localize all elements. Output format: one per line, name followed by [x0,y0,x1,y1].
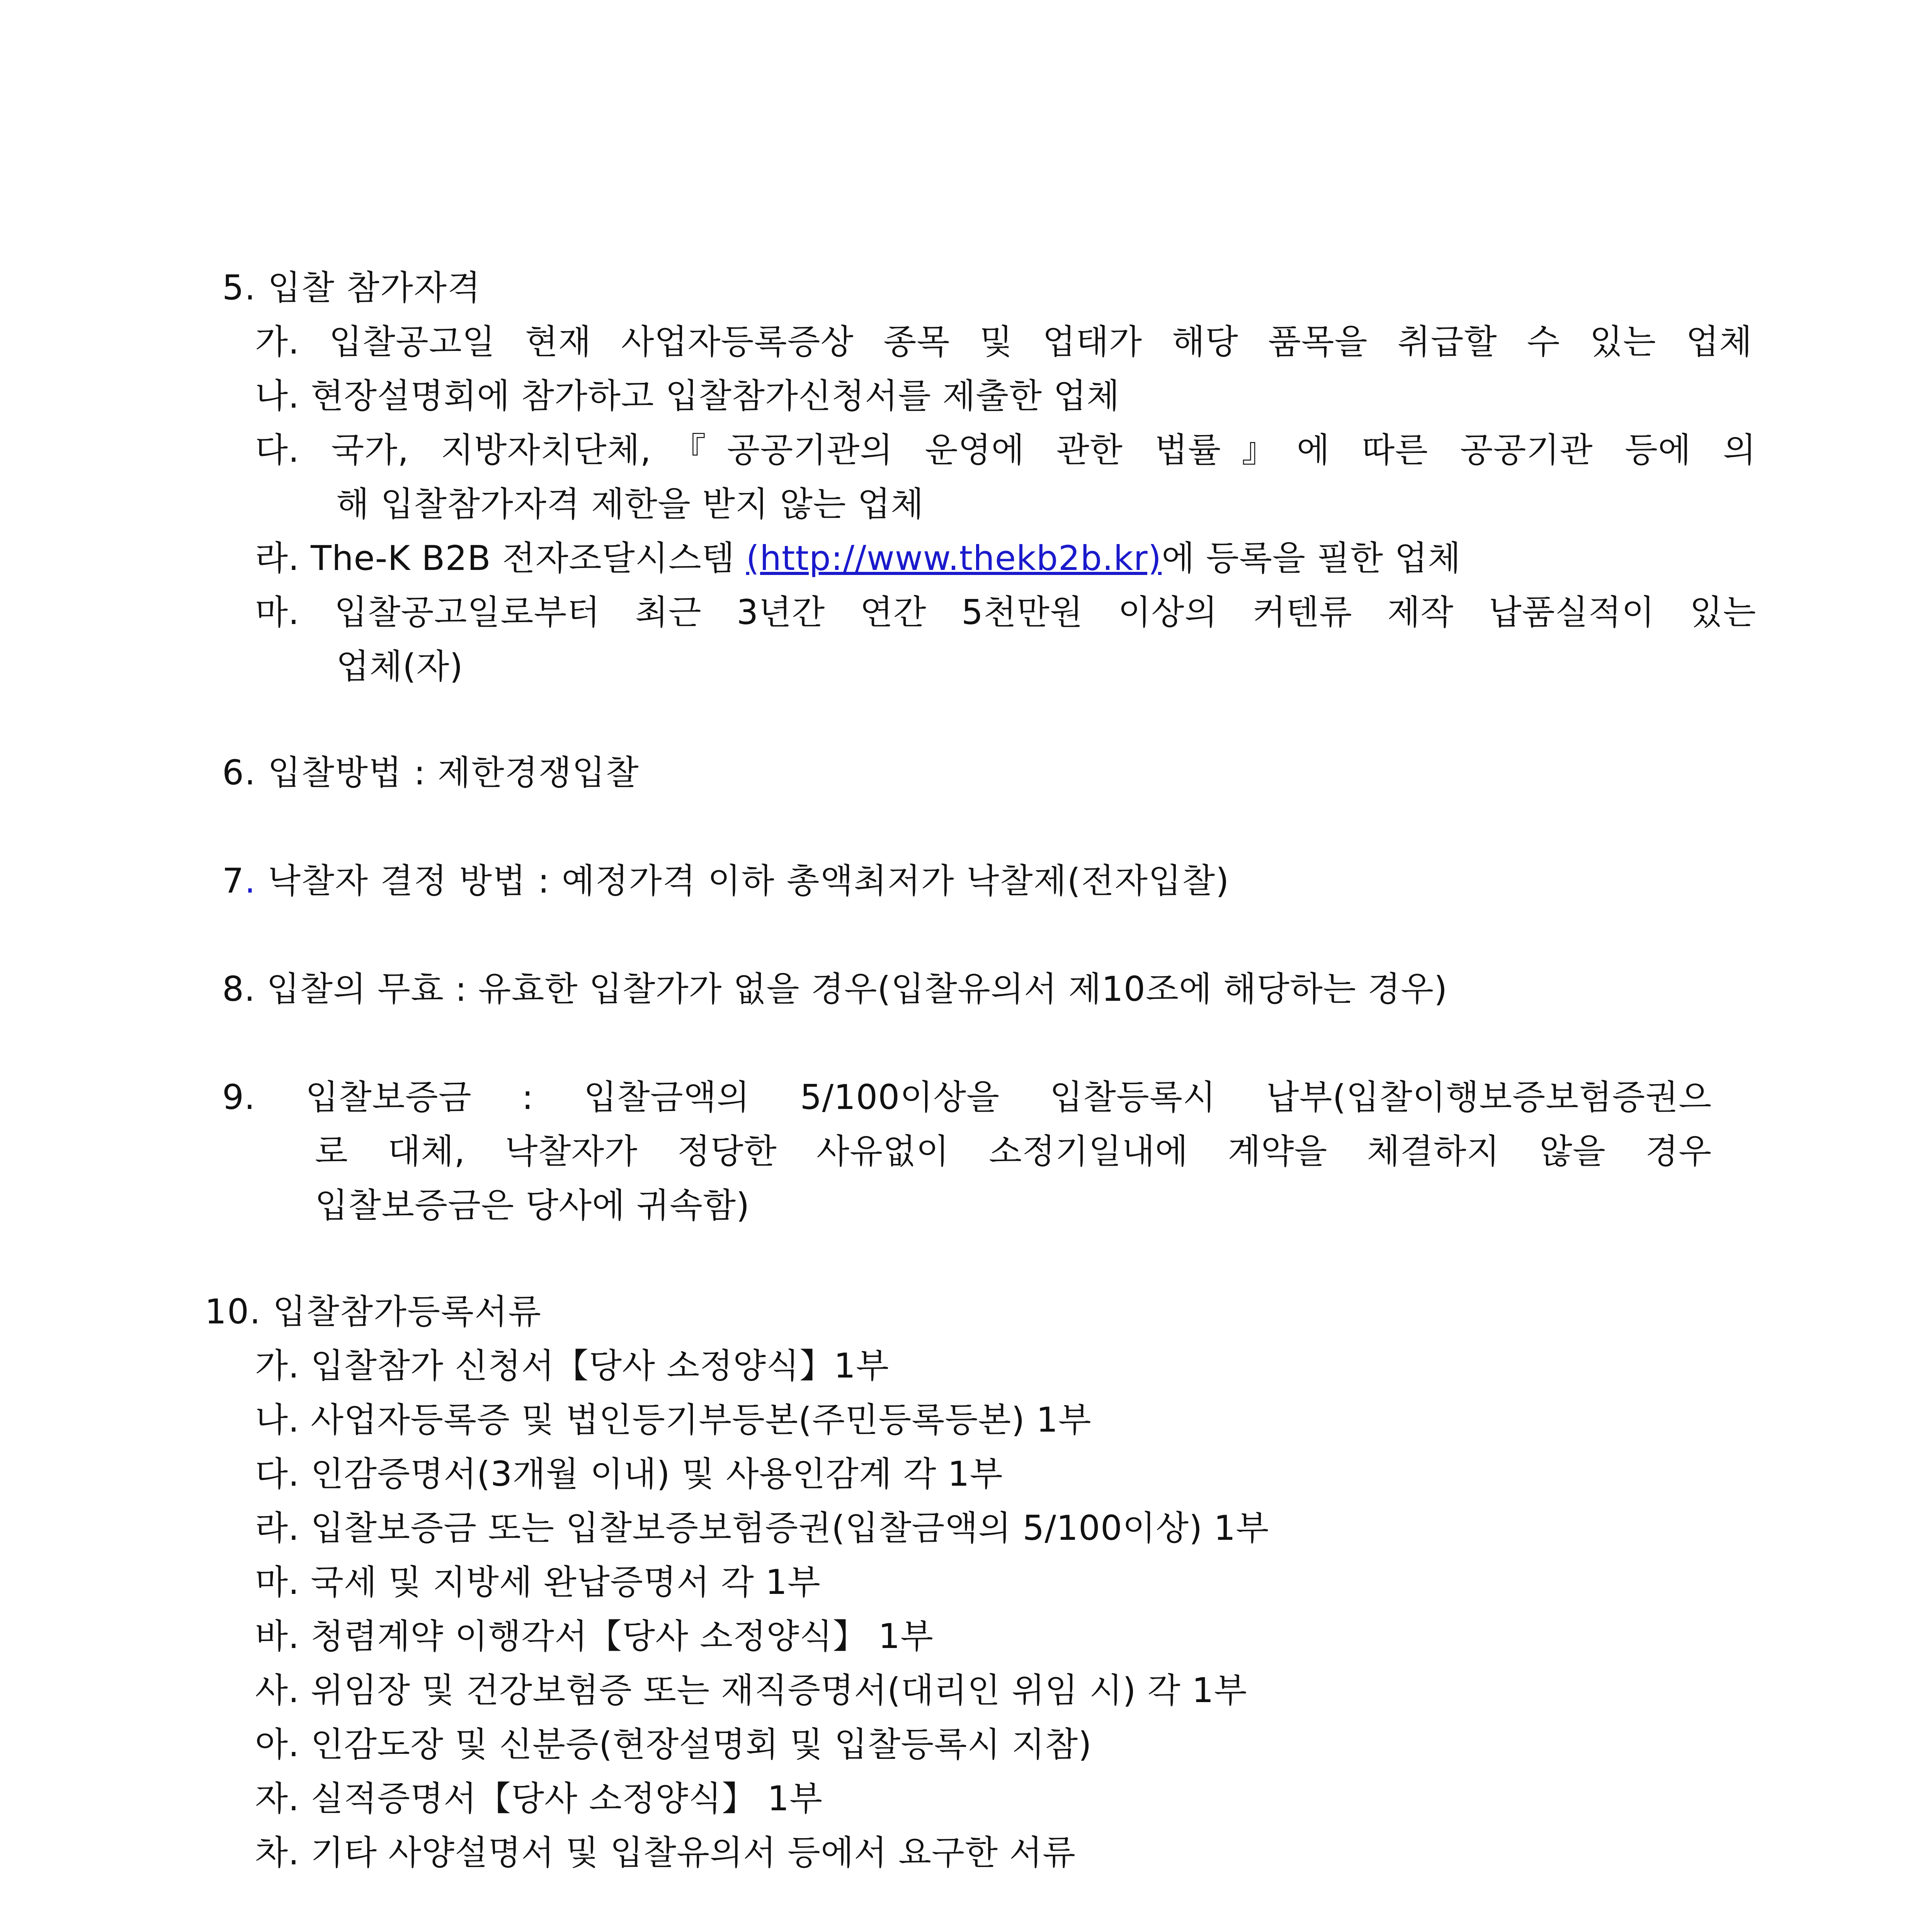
section-5-item-da: 다. 국가, 지방자치단체,『공공기관의 운영에 관한 법률』에 따른 공공기관 등에 의 [255,430,1757,470]
section-5-item-ra [255,537,1461,580]
section-8: 8. 입찰의 무효 : 유효한 입찰가가 없을 경우(입찰유의서 제10조에 해당하는 경우) [222,969,1448,1009]
section-10-item: 가. 입찰참가 신청서【당사 소정양식】1부 [255,1346,889,1386]
section-10-item: 마. 국세 및 지방세 완납증명서 각 1부 [255,1562,821,1602]
section-7-text: 낙찰자 결정 방법 : 예정가격 이하 총액최저가 낙찰제(전자입찰) [256,861,1230,901]
section-10-item: 나. 사업자등록증 및 법인등기부등본(주민등록등본) 1부 [255,1400,1092,1440]
section-5-item-ma: 마. 입찰공고일로부터 최근 3년간 연간 5천만원 이상의 커텐류 제작 납품실적이 있는 [255,592,1756,632]
section-6: 6. 입찰방법 : 제한경쟁입찰 [222,753,640,793]
section-5-item-ga: 가. 입찰공고일 현재 사업자등록증상 종목 및 업태가 해당 품목을 취급할 수 있는 업체 [255,322,1752,362]
section-10-item: 라. 입찰보증금 또는 입찰보증보험증권(입찰금액의 5/100이상) 1부 [255,1508,1269,1548]
section-7 [222,860,1230,902]
section-5-title: 5. 입찰 참가자격 [222,268,481,308]
section-5-item-ra-prefix: 라. The-K B2B 전자조달시스템 [255,538,746,578]
section-9-line-3: 입찰보증금은 당사에 귀속함) [315,1185,750,1225]
section-9-line-2: 로 대체, 낙찰자가 정당한 사유없이 소정기일내에 계약을 체결하지 않을 경우 [315,1131,1712,1171]
section-10-item: 바. 청렴계약 이행각서【당사 소정양식】 1부 [255,1616,934,1656]
section-5-item-da-cont: 해 입찰참가자격 제한을 받지 않는 업체 [336,484,924,524]
section-10-item: 아. 인감도장 및 신분증(현장설명회 및 입찰등록시 지참) [255,1725,1092,1764]
section-10-item: 사. 위임장 및 건강보험증 또는 재직증명서(대리인 위임 시) 각 1부 [255,1670,1247,1710]
section-7-number: 7 [222,861,245,901]
section-10-item: 차. 기타 사양설명서 및 입찰유의서 등에서 요구한 서류 [255,1833,1076,1872]
section-5-item-na: 나. 현장설명회에 참가하고 입찰참가신청서를 제출한 업체 [255,376,1120,416]
section-5-item-ra-suffix: 에 등록을 필한 업체 [1162,538,1461,578]
section-10-item: 자. 실적증명서【당사 소정양식】 1부 [255,1779,823,1818]
section-9-line-1: 9. 입찰보증금 : 입찰금액의 5/100이상을 입찰등록시 납부(입찰이행보증보험증권으 [222,1077,1712,1117]
thekb2b-link[interactable]: (http://www.thekb2b.kr) [746,538,1162,578]
section-5-item-ma-cont: 업체(자) [336,646,463,686]
section-10-item: 다. 인감증명서(3개월 이내) 및 사용인감계 각 1부 [255,1454,1003,1494]
section-10-title: 10. 입찰참가등록서류 [205,1292,542,1332]
section-7-dot: . [245,861,256,901]
